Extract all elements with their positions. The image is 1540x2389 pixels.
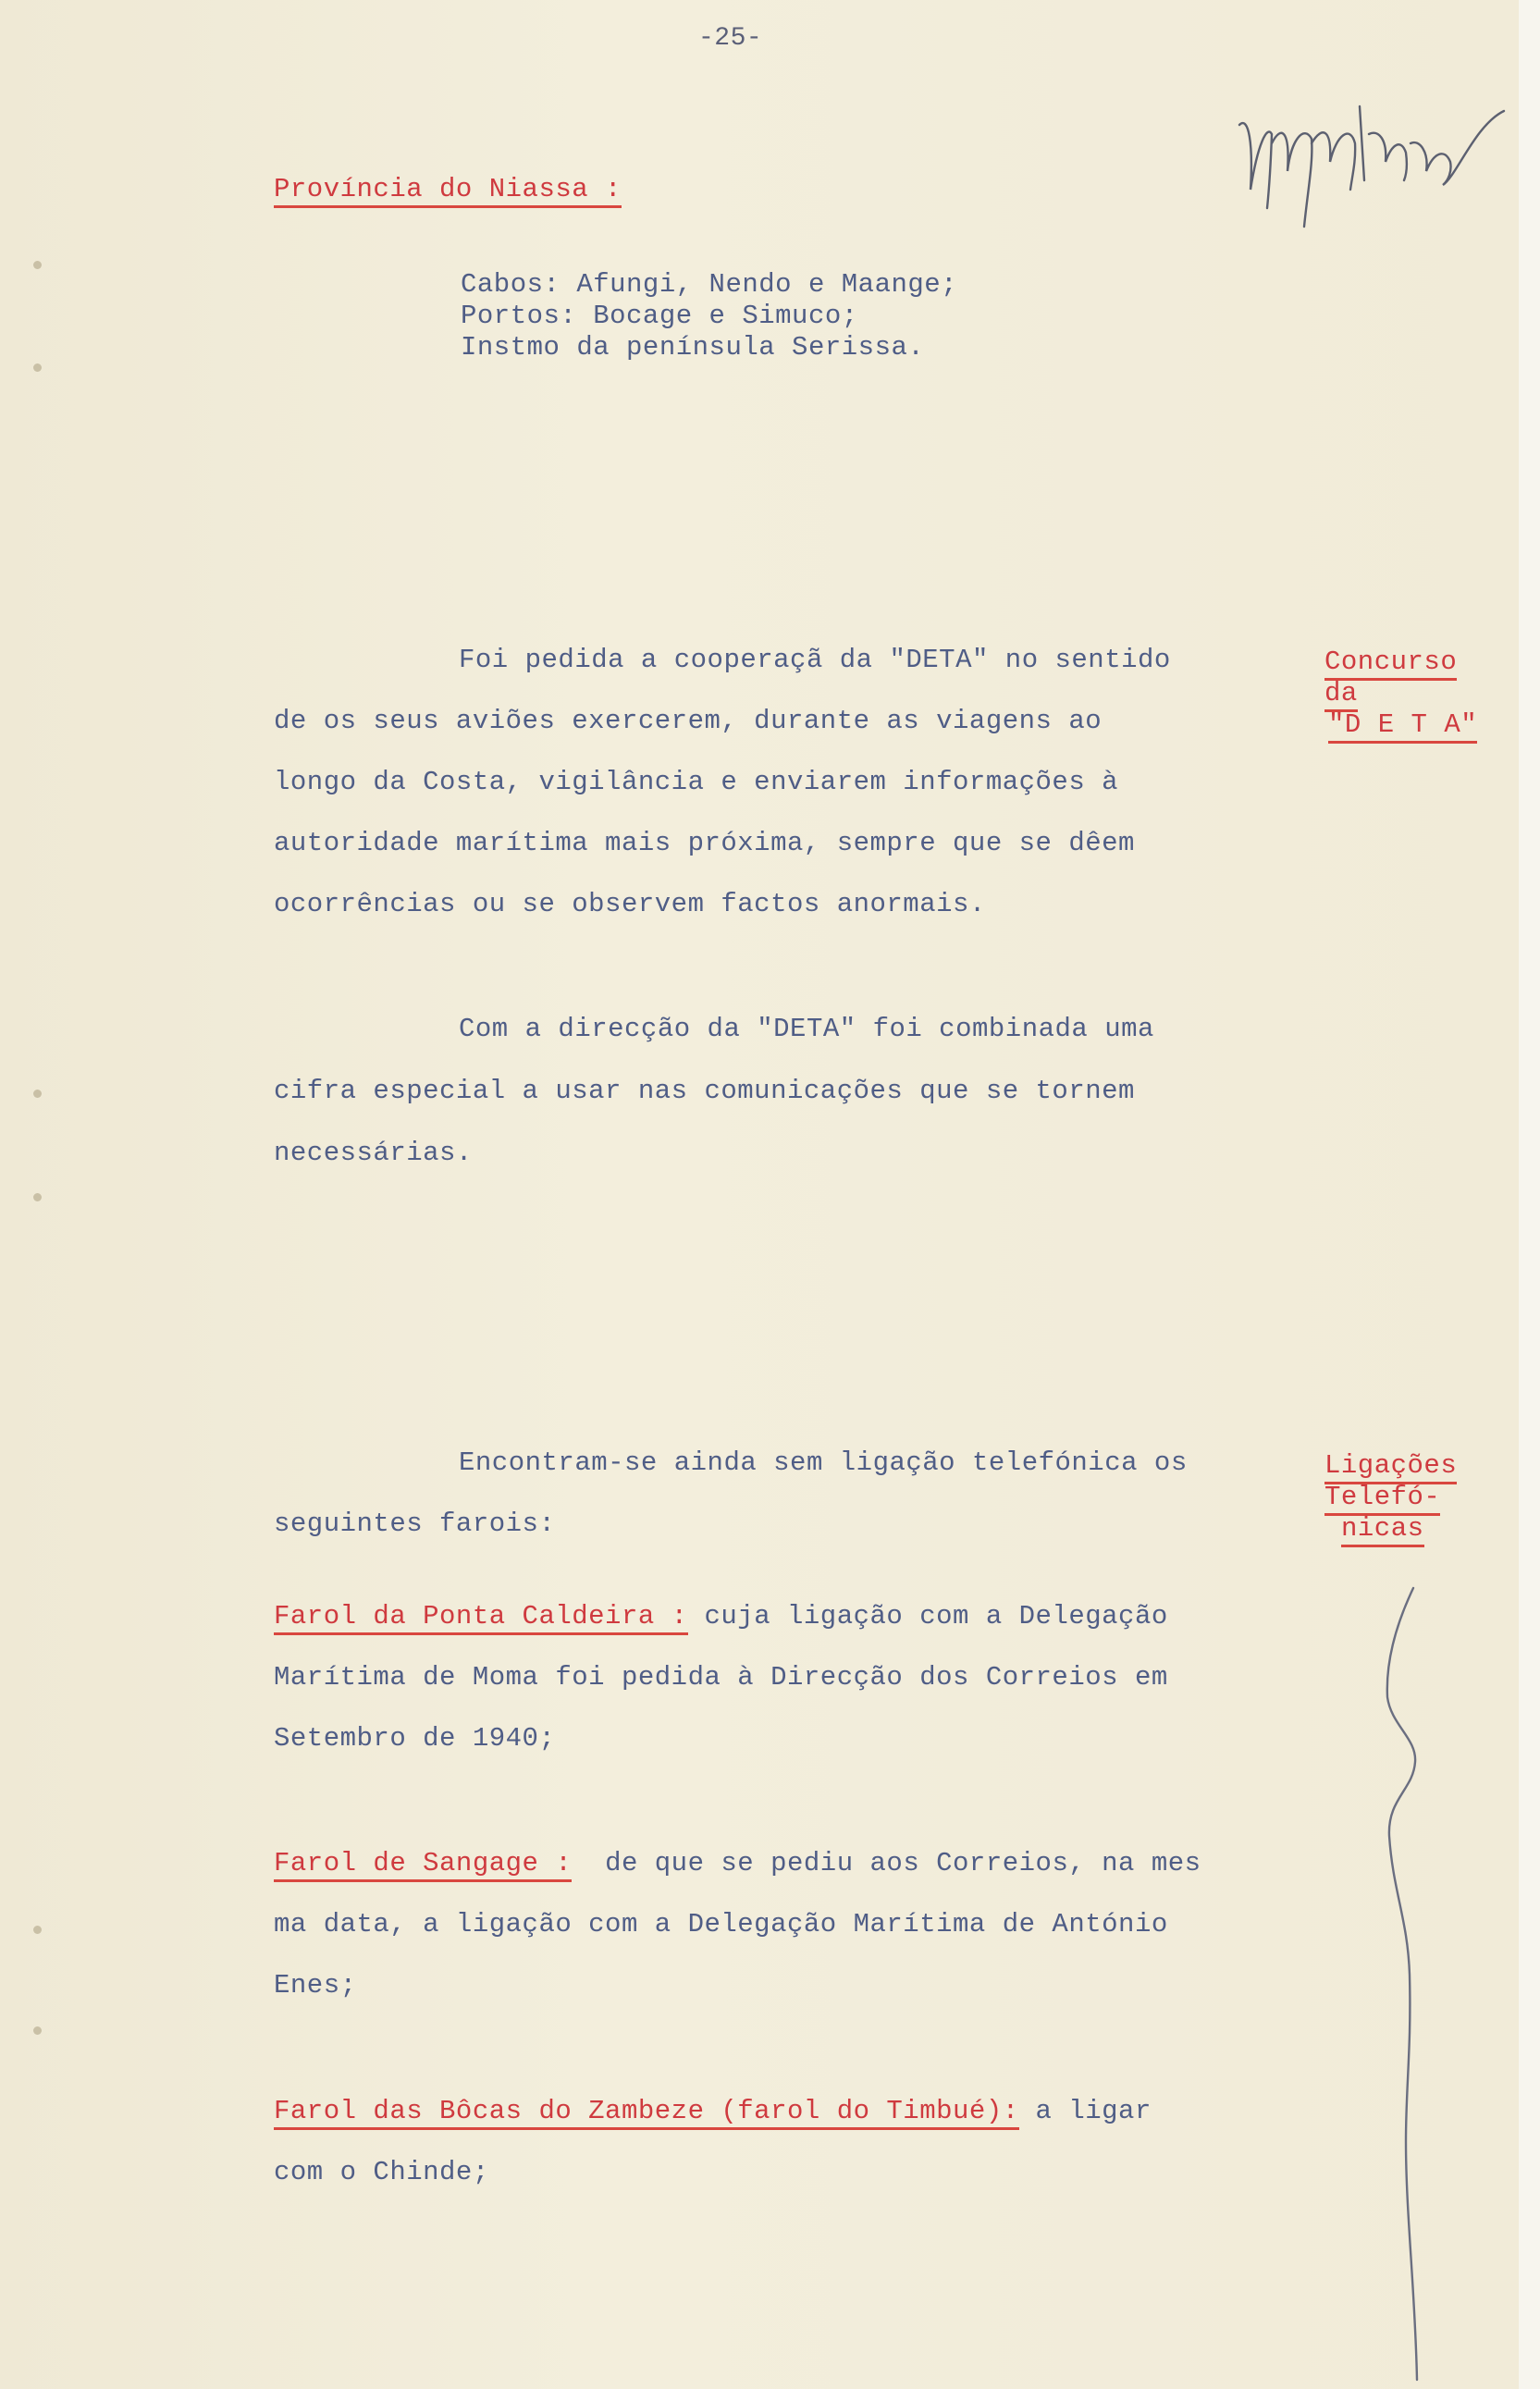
lighthouse-line: [274, 2096, 1152, 2126]
paragraph-line: de os seus aviões exercerem, durante as viagens ao: [274, 706, 1103, 736]
province-list-item: Instmo da península Serissa.: [461, 332, 925, 363]
lighthouse-line: [274, 1601, 1168, 1632]
lighthouse-name: Farol das Bôcas do Zambeze (farol do Timbué):: [274, 2096, 1019, 2130]
page-number: -25-: [698, 24, 763, 53]
lighthouse-name: Farol de Sangage :: [274, 1848, 572, 1882]
lighthouse-text: cuja ligação com a Delegação: [687, 1601, 1168, 1632]
paragraph-line: Encontram-se ainda sem ligação telefónica os: [459, 1447, 1188, 1478]
paragraph-line: Foi pedida a cooperaçã da "DETA" no sentido: [459, 645, 1171, 675]
paragraph-line: cifra especial a usar nas comunicações que se tornem: [274, 1076, 1135, 1106]
margin-note-line: da: [1324, 678, 1358, 712]
page-edge: [1519, 0, 1540, 2389]
lighthouse-line: Marítima de Moma foi pedida à Direcção dos Correios em: [274, 1662, 1168, 1693]
binder-hole: [33, 261, 42, 269]
lighthouse-line: Enes;: [274, 1970, 357, 2001]
province-heading: Província do Niassa :: [274, 174, 622, 208]
binder-hole: [33, 1193, 42, 1201]
paragraph-line: ocorrências ou se observem factos anormais.: [274, 889, 986, 919]
lighthouse-name: Farol da Ponta Caldeira :: [274, 1601, 688, 1635]
binder-hole: [33, 2026, 42, 2035]
lighthouse-line: [274, 1848, 1201, 1878]
paragraph-line: longo da Costa, vigilância e enviarem informações à: [274, 767, 1119, 797]
binder-hole: [33, 1926, 42, 1934]
margin-note-line: Telefó-: [1324, 1482, 1440, 1516]
paragraph-line: autoridade marítima mais próxima, sempre que se dêem: [274, 828, 1135, 858]
paragraph-line: Com a direcção da "DETA" foi combinada uma: [459, 1014, 1154, 1044]
paragraph-line: seguintes farois:: [274, 1509, 556, 1539]
lighthouse-line: Setembro de 1940;: [274, 1723, 556, 1754]
margin-note-line: "D E T A": [1328, 709, 1477, 744]
lighthouse-line: ma data, a ligação com a Delegação Marítima de António: [274, 1909, 1168, 1940]
province-list-item: Portos: Bocage e Simuco;: [461, 301, 858, 331]
province-list-item: Cabos: Afungi, Nendo e Maange;: [461, 269, 958, 300]
lighthouse-text: de que se pediu aos Correios, na mes: [572, 1848, 1201, 1878]
margin-note-line: Concurso: [1324, 647, 1457, 681]
paragraph-line: necessárias.: [274, 1138, 473, 1168]
lighthouse-line: com o Chinde;: [274, 2157, 489, 2187]
binder-hole: [33, 1090, 42, 1098]
margin-note-line: Ligações: [1324, 1450, 1457, 1484]
curly-bracket-mark: [1369, 1586, 1452, 2382]
handwritten-signature: [1230, 88, 1508, 236]
margin-note-line: nicas: [1341, 1513, 1424, 1547]
binder-hole: [33, 363, 42, 372]
lighthouse-text: a ligar: [1018, 2096, 1152, 2126]
